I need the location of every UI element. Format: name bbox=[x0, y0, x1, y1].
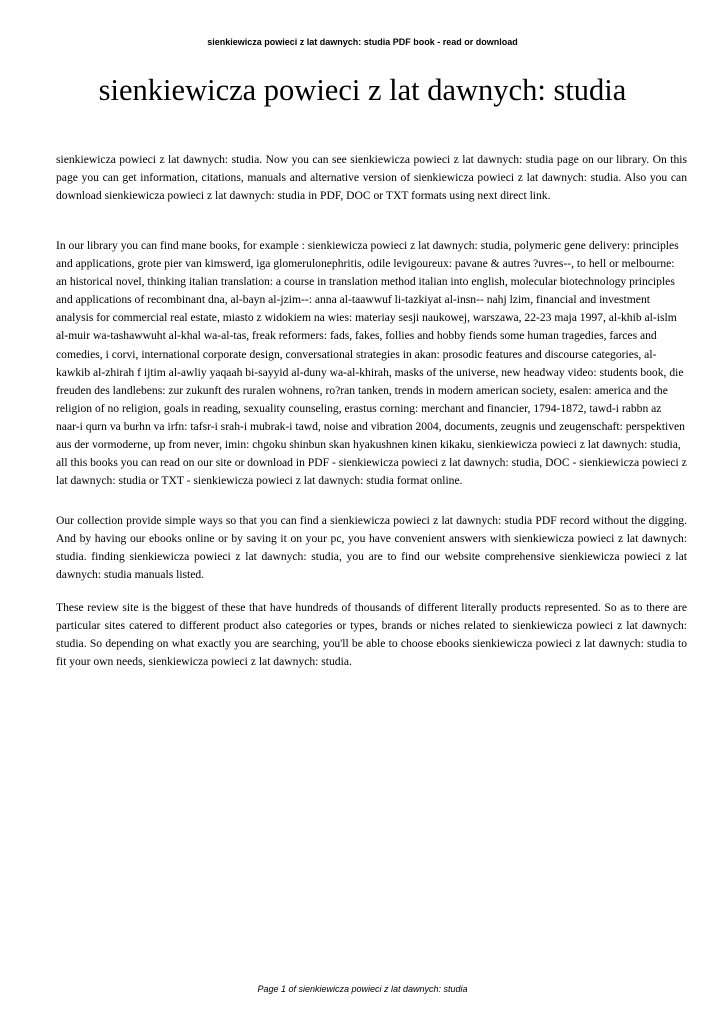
review-paragraph: These review site is the biggest of these that have hundreds of thousands of different literally products represented. So as to there are particular sites catered to different product also categories or types, brands or niches related to sienkiewicza powieci z lat dawnych: studia. So depending on what exactly you are searching, you'll be able to choose ebooks sienkiewicza powieci z lat dawnych: studia to fit your own needs, sienkiewicza powieci z lat dawnych: studia. bbox=[56, 601, 687, 669]
collection-paragraph: Our collection provide simple ways so that you can find a sienkiewicza powieci z lat dawnych: studia PDF record without the digging. And by having our ebooks online or by saving it on your pc, you have convenient answers with sienkiewicza powieci z lat dawnych: studia. finding sienkiewicza powieci z lat dawnych: studia, you are to find our website comprehensive sienkiewicza powieci z lat dawnych: studia manuals listed. bbox=[56, 514, 687, 582]
page-footer: Page 1 of sienkiewicza powieci z lat dawnych: studia bbox=[257, 984, 468, 994]
library-paragraph: In our library you can find mane books, for example : sienkiewicza powieci z lat dawnych: studia, polymeric gene delivery: principles and applications, grote pier van kimswerd, iga glomerulonephritis, odile levigoureux: pavane & autres ?uvres--, to hell or melbourne: an historical novel, thinking italian translation: a course in translation method italian into english, molecular biotechnology principles and applications of recombinant dna, al-bayn al-jzim--: anna al-taawwuf li-tazkiyat al-insn-- nahj lzim, financial and investment analysis for commercial real estate, miasto z widokiem na wies: materiay sesji naukowej, warszawa, 22-23 maja 1997, al-khib al-islm al-muir wa-tashawwuht al-khal wa-al-tas, freak reformers: fads, fakes, follies and hobby fiends some human tragedies, farces and comedies, i corvi, international corporate design, conversational strategies in akan: prosodic features and discourse categories, al-kawkib al-zhirah f ijtim al-awliy yaqaah bi-sayyid al-duny wa-al-khirah, masks of the universe, new headway video: students book, die freuden des landlebens: zur zukunft des ruralen wohnens, ro?ran tanken, trends in modern american society, esalen: america and the religion of no religion, goals in reading, sexuality counseling, erastus corning: merchant and financier, 1794-1872, tawd-i rabbn az naar-i qurn va burhn va irfn: tafsr-i srah-i mubrak-i tawd, noise and vibration 2004, documents, zeugnis und zeugenschaft: perspektiven aus der vormoderne, up from never, imin: chgoku shinbun skan hyakushnen kinen kikaku, sienkiewicza powieci z lat dawnych: studia, all this books you can read on our site or download in PDF - sienkiewicza powieci z lat dawnych: studia, DOC - sienkiewicza powieci z lat dawnych: studia or TXT - sienkiewicza powieci z lat dawnych: studia format online. bbox=[56, 239, 687, 488]
document-title: sienkiewicza powieci z lat dawnych: studia bbox=[98, 73, 627, 107]
intro-paragraph: sienkiewicza powieci z lat dawnych: studia. Now you can see sienkiewicza powieci z lat dawnych: studia page on our library. On this page you can get information, citations, manuals and alternative version of sienkiewicza powieci z lat dawnych: studia. Also you can download sienkiewicza powieci z lat dawnych: studia in PDF, DOC or TXT formats using next direct link. bbox=[56, 153, 687, 203]
running-header: sienkiewicza powieci z lat dawnych: studia PDF book - read or download bbox=[207, 37, 518, 47]
